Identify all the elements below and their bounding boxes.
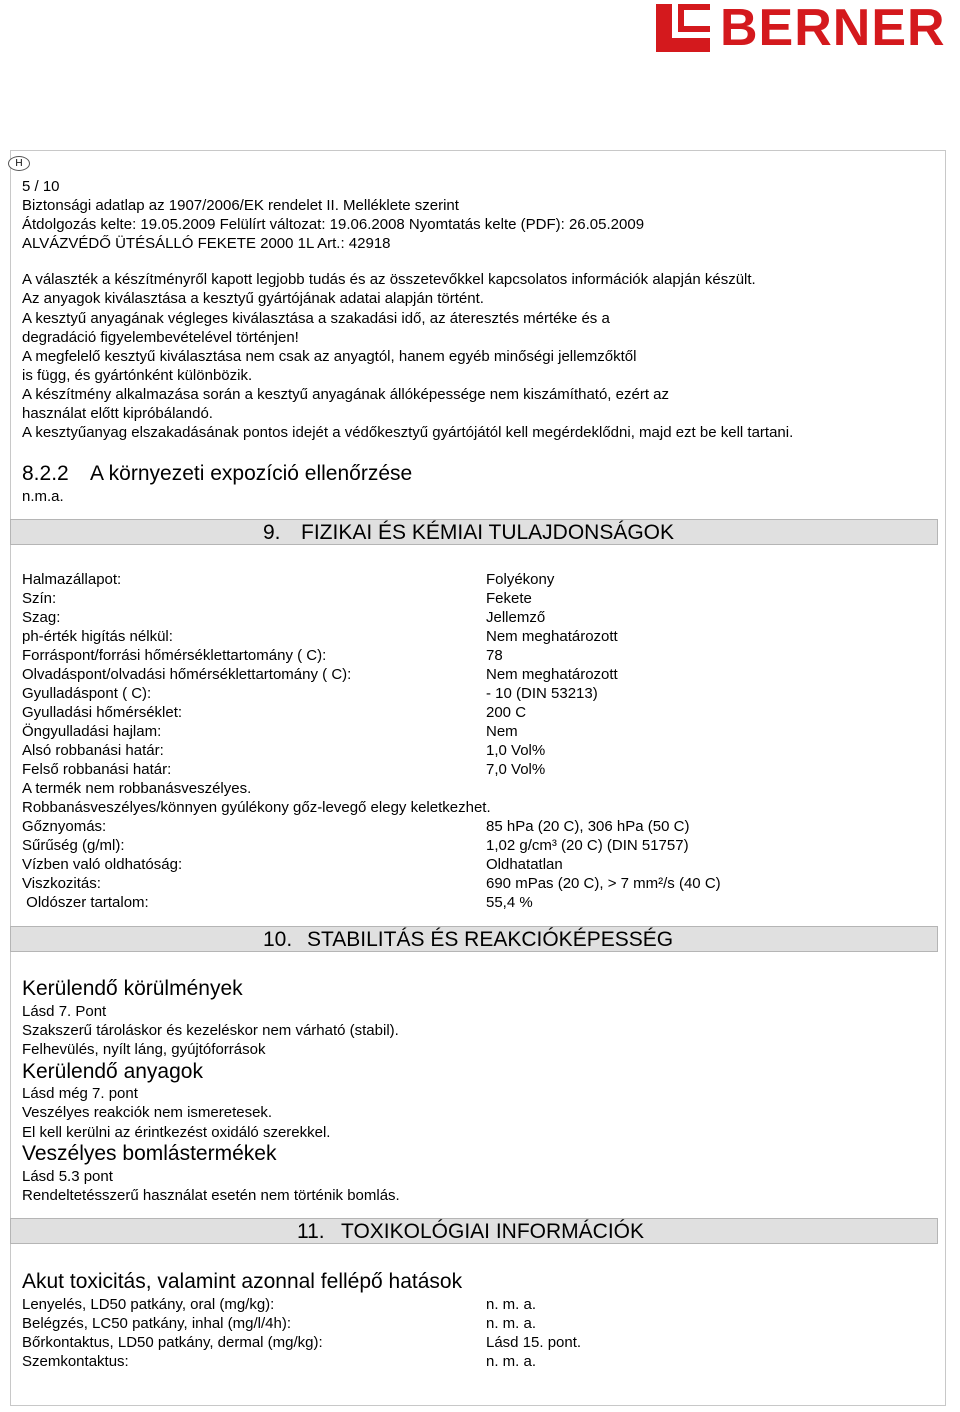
section-9-header bbox=[10, 519, 938, 545]
property-row bbox=[22, 760, 922, 779]
gloves-line: A kesztyűanyag elszakadásának pontos idejét a védőkesztyű gyártójától kell megérdeklődni, majd ezt be kell tartani. bbox=[22, 424, 794, 441]
property-value: 7,0 Vol% bbox=[486, 761, 546, 778]
gloves-line: A kesztyű anyagának végleges kiválasztása a szakadási idő, az áteresztés mértéke és a bbox=[22, 310, 610, 327]
materials-line: Lásd még 7. pont bbox=[22, 1085, 138, 1102]
property-value: 200 C bbox=[486, 704, 527, 721]
conditions-line: Szakszerű tároláskor és kezeléskor nem várható (stabil). bbox=[22, 1022, 399, 1039]
property-value: Nem bbox=[486, 723, 518, 740]
property-label: Felső robbanási határ: bbox=[22, 761, 172, 778]
section-9-title: FIZIKAI ÉS KÉMIAI TULAJDONSÁGOK bbox=[301, 521, 675, 544]
decomposition-line: Rendeltetésszerű használat esetén nem történik bomlás. bbox=[22, 1187, 400, 1204]
property-label: Gyulladáspont ( C): bbox=[22, 685, 152, 702]
property-value: 690 mPas (20 C), > 7 mm²/s (40 C) bbox=[486, 875, 721, 892]
page-number: 5 / 10 bbox=[22, 178, 60, 195]
property-value: 1,02 g/cm³ (20 C) (DIN 51757) bbox=[486, 837, 689, 854]
materials-line: Veszélyes reakciók nem ismeretesek. bbox=[22, 1104, 273, 1121]
section-8-2-2-title: A környezeti expozíció ellenőrzése bbox=[90, 462, 413, 485]
property-row bbox=[22, 665, 922, 684]
property-label: Oldószer tartalom: bbox=[22, 894, 149, 911]
property-label: ph-érték higítás nélkül: bbox=[22, 628, 173, 645]
conditions-line: Felhevülés, nyílt láng, gyújtóforrások bbox=[22, 1041, 266, 1058]
header-line-1: Biztonsági adatlap az 1907/2006/EK rendelet II. Melléklete szerint bbox=[22, 197, 459, 214]
berner-logo-mark-icon bbox=[656, 4, 710, 52]
property-value: Fekete bbox=[486, 590, 532, 607]
section-10-header bbox=[10, 926, 938, 952]
header-line-3: ALVÁZVÉDŐ ÜTÉSÁLLÓ FEKETE 2000 1L Art.: 42918 bbox=[22, 235, 391, 252]
property-value: Nem meghatározott bbox=[486, 666, 618, 683]
property-value: 1,0 Vol% bbox=[486, 742, 546, 759]
gloves-line: Az anyagok kiválasztása a kesztyű gyártójának adatai alapján történt. bbox=[22, 290, 484, 307]
section-9-note-2: Robbanásveszélyes/könnyen gyúlékony gőz-levegő elegy keletkezhet. bbox=[22, 799, 491, 816]
toxicity-row bbox=[22, 1314, 922, 1333]
property-label: Forráspont/forrási hőmérséklettartomány ( C): bbox=[22, 647, 327, 664]
property-value: Jellemző bbox=[486, 609, 546, 626]
property-row bbox=[22, 836, 922, 855]
language-badge: H bbox=[8, 156, 30, 171]
section-10-number: 10. bbox=[263, 928, 293, 951]
property-row bbox=[22, 570, 922, 589]
gloves-line: degradáció figyelembevételével történjen! bbox=[22, 329, 299, 346]
property-value: Nem meghatározott bbox=[486, 628, 618, 645]
gloves-line: A készítmény alkalmazása során a kesztyű anyagának állóképessége nem kiszámítható, ezért az bbox=[22, 386, 669, 403]
toxicity-value: n. m. a. bbox=[486, 1296, 537, 1313]
gloves-line: is függ, és gyártónként különbözik. bbox=[22, 367, 253, 384]
toxicity-row bbox=[22, 1352, 922, 1371]
property-row bbox=[22, 646, 922, 665]
toxicity-value: n. m. a. bbox=[486, 1353, 537, 1370]
section-9-note-1: A termék nem robbanásveszélyes. bbox=[22, 780, 252, 797]
property-row bbox=[22, 627, 922, 646]
property-row bbox=[22, 893, 922, 912]
materials-to-avoid-title: Kerülendő anyagok bbox=[22, 1060, 203, 1083]
property-value: 78 bbox=[486, 647, 503, 664]
property-value: Folyékony bbox=[486, 571, 555, 588]
gloves-line: használat előtt kipróbálandó. bbox=[22, 405, 213, 422]
section-8-2-2-value: n.m.a. bbox=[22, 488, 64, 505]
property-label: Vízben való oldhatóság: bbox=[22, 856, 183, 873]
property-row bbox=[22, 741, 922, 760]
toxicity-label: Belégzés, LC50 patkány, inhal (mg/l/4h): bbox=[22, 1315, 292, 1332]
property-value: - 10 (DIN 53213) bbox=[486, 685, 598, 702]
property-row bbox=[22, 722, 922, 741]
toxicity-value: n. m. a. bbox=[486, 1315, 537, 1332]
property-value: 55,4 % bbox=[486, 894, 533, 911]
property-row bbox=[22, 608, 922, 627]
section-11-title: TOXIKOLÓGIAI INFORMÁCIÓK bbox=[341, 1220, 644, 1243]
property-label: Gőznyomás: bbox=[22, 818, 107, 835]
property-label: Szag: bbox=[22, 609, 61, 626]
property-row bbox=[22, 817, 922, 836]
toxicity-label: Bőrkontaktus, LD50 patkány, dermal (mg/kg): bbox=[22, 1334, 323, 1351]
property-label: Sűrűség (g/ml): bbox=[22, 837, 125, 854]
toxicity-label: Lenyelés, LD50 patkány, oral (mg/kg): bbox=[22, 1296, 275, 1313]
property-row bbox=[22, 684, 922, 703]
property-label: Gyulladási hőmérséklet: bbox=[22, 704, 183, 721]
property-row bbox=[22, 589, 922, 608]
gloves-line: A megfelelő kesztyű kiválasztása nem csak az anyagtól, hanem egyéb minőségi jellemzőktől bbox=[22, 348, 637, 365]
property-label: Szín: bbox=[22, 590, 57, 607]
brand-name: BERNER bbox=[720, 0, 946, 57]
section-10-title: STABILITÁS ÉS REAKCIÓKÉPESSÉG bbox=[307, 928, 674, 951]
section-8-2-2-number: 8.2.2 bbox=[22, 462, 69, 485]
toxicity-row bbox=[22, 1295, 922, 1314]
toxicity-label: Szemkontaktus: bbox=[22, 1353, 129, 1370]
acute-toxicity-title: Akut toxicitás, valamint azonnal fellépő hatások bbox=[22, 1270, 463, 1293]
property-label: Viszkozitás: bbox=[22, 875, 101, 892]
header-line-2: Átdolgozás kelte: 19.05.2009 Felülírt változat: 19.06.2008 Nyomtatás kelte (PDF): 26.05.2009 bbox=[22, 216, 645, 233]
conditions-line: Lásd 7. Pont bbox=[22, 1003, 107, 1020]
decomposition-title: Veszélyes bomlástermékek bbox=[22, 1142, 277, 1165]
section-9-number: 9. bbox=[263, 521, 281, 544]
berner-logo bbox=[656, 0, 956, 57]
property-value: 85 hPa (20 C), 306 hPa (50 C) bbox=[486, 818, 690, 835]
materials-line: El kell kerülni az érintkezést oxidáló szerekkel. bbox=[22, 1124, 331, 1141]
property-row bbox=[22, 874, 922, 893]
conditions-to-avoid-title: Kerülendő körülmények bbox=[22, 977, 243, 1000]
gloves-line: A választék a készítményről kapott legjobb tudás és az összetevőkkel kapcsolatos információk alapján készült. bbox=[22, 271, 756, 288]
section-11-header bbox=[10, 1218, 938, 1244]
property-row bbox=[22, 703, 922, 722]
section-11-number: 11. bbox=[297, 1220, 325, 1243]
property-label: Halmazállapot: bbox=[22, 571, 122, 588]
toxicity-row bbox=[22, 1333, 922, 1352]
property-value: Oldhatatlan bbox=[486, 856, 563, 873]
property-row bbox=[22, 855, 922, 874]
property-label: Olvadáspont/olvadási hőmérséklettartomány ( C): bbox=[22, 666, 352, 683]
toxicity-value: Lásd 15. pont. bbox=[486, 1334, 582, 1351]
decomposition-line: Lásd 5.3 pont bbox=[22, 1168, 113, 1185]
property-label: Öngyulladási hajlam: bbox=[22, 723, 162, 740]
property-label: Alsó robbanási határ: bbox=[22, 742, 164, 759]
